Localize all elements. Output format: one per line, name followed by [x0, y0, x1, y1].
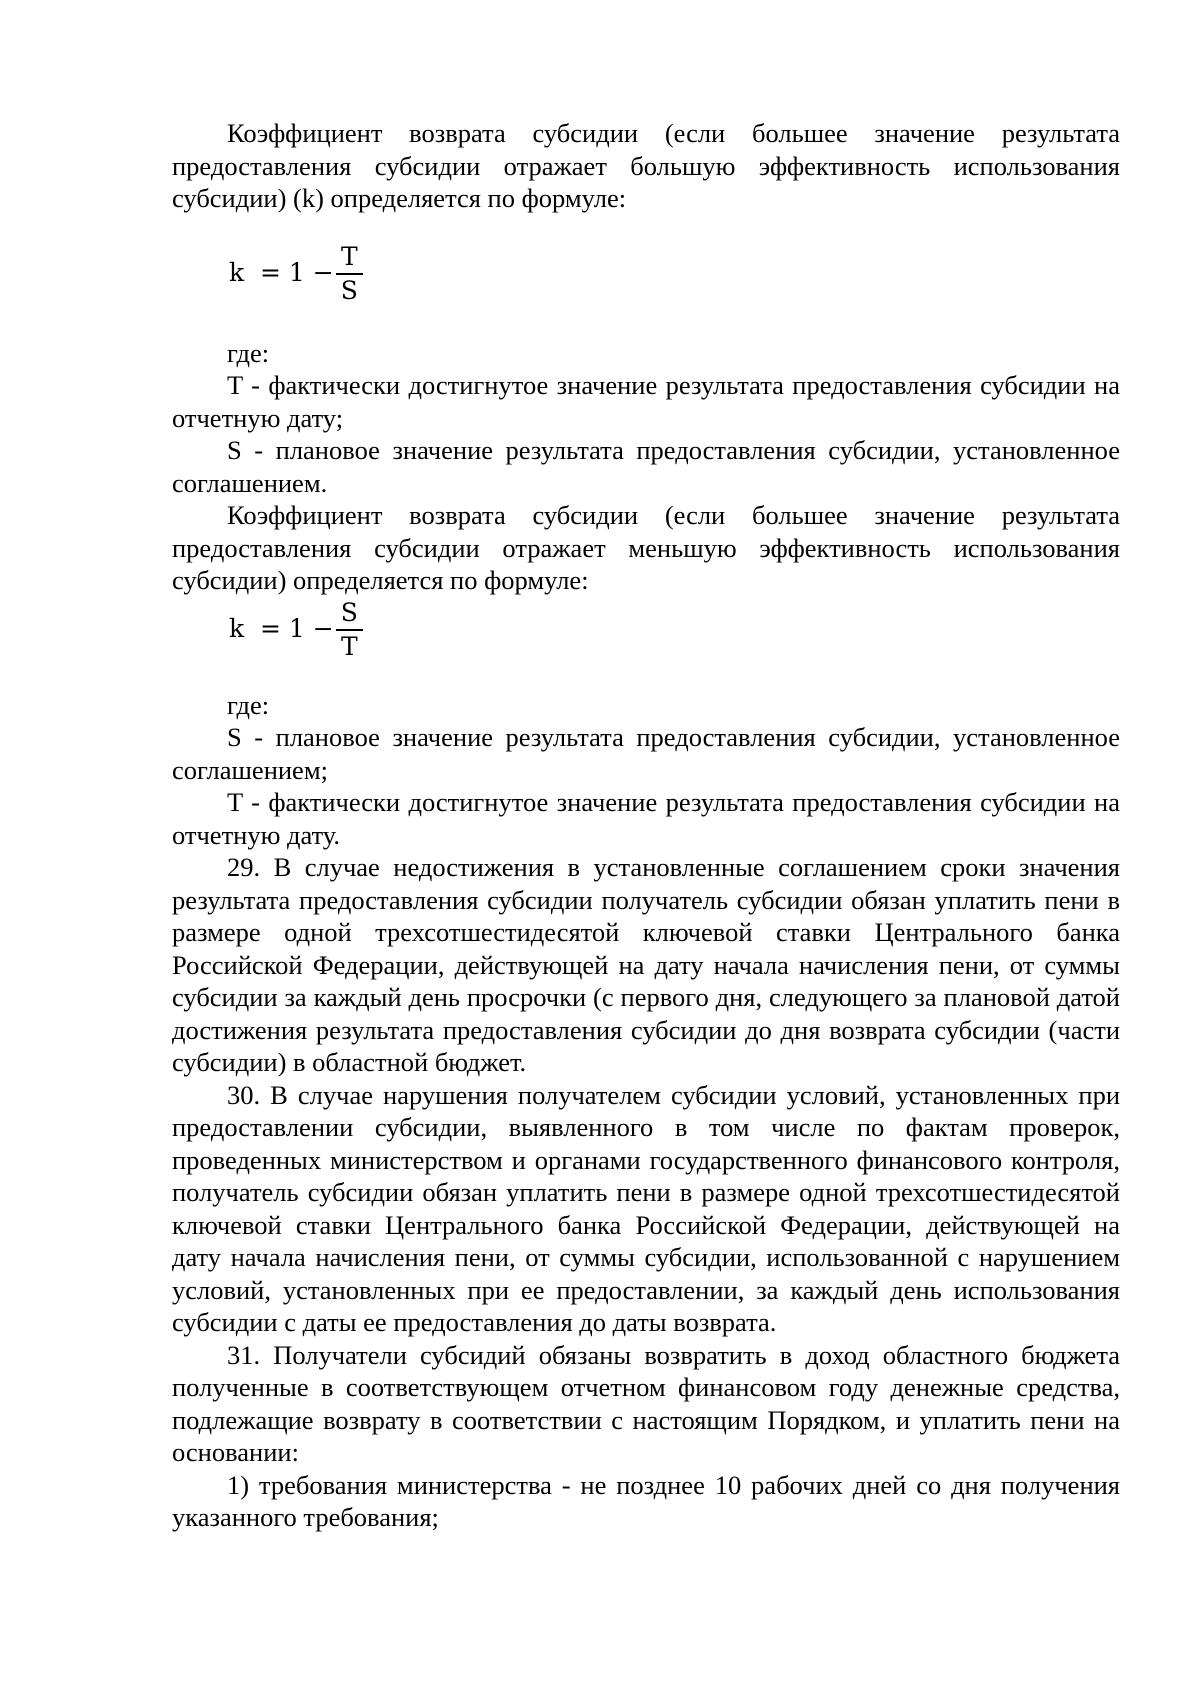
clause-30: 30. В случае нарушения получателем субсидии условий, установленных при предоставлении субсидии, выявленного в том числе по фактам проверок, проведенных министерством и органами государственного финансового контроля, получатель субсидии обязан уплатить пени в размере одной трехсотшестидесятой ключевой ставки Центрального банка Российской Федерации, действующей на дату начала начисления пени, от суммы субсидии, использованной с нарушением условий, установленных при ее предоставлении, за каждый день использования субсидии с даты ее предоставления до даты возврата. [172, 1079, 1120, 1337]
definition-t-2: T - фактически достигнутое значение результата предоставления субсидии на отчетную дату. [172, 787, 1120, 850]
definition-s-1: S - плановое значение результата предоставления субсидии, установленное соглашением. [172, 435, 1120, 498]
clause-29: 29. В случае недостижения в установленные соглашением сроки значения результата предоставления субсидии получатель субсидии обязан уплатить пени в размере одной трехсотшестидесятой ключевой ставки Центрального банка Российской Федерации, действующей на дату начала начисления пени, от суммы субсидии за каждый день просрочки (с первого дня, следующего за плановой датой достижения результата предоставления субсидии до дня возврата субсидии (части субсидии) в областной бюджет. [172, 852, 1120, 1077]
formula-1 [172, 241, 1120, 307]
where-label-2: где: [227, 689, 270, 720]
document-body [172, 117, 1120, 1534]
formula-1-denominator: S [340, 275, 358, 305]
formula-1-fraction [336, 241, 363, 307]
formula-2-numerator: S [340, 597, 358, 627]
formula-1-lhs: k = 1 − [229, 258, 334, 288]
formula-2-denominator: T [340, 631, 358, 661]
formula-1-numerator: T [340, 241, 358, 271]
formula-2-fraction [336, 597, 363, 663]
formula-2 [172, 597, 1120, 663]
paragraph-coefficient-1: Коэффициент возврата субсидии (если большее значение результата предоставления субсидии отражает большую эффективность использования субсидии) (k) определяется по формуле: [172, 118, 1120, 213]
definition-s-2: S - плановое значение результата предоставления субсидии, установленное соглашением; [172, 722, 1120, 785]
paragraph-coefficient-2: Коэффициент возврата субсидии (если большее значение результата предоставления субсидии отражает меньшую эффективность использования субсидии) определяется по формуле: [172, 500, 1120, 595]
where-label-1: где: [227, 337, 270, 368]
formula-2-lhs: k = 1 − [229, 614, 334, 644]
clause-31-item-1: 1) требования министерства - не позднее 10 рабочих дней со дня получения указанного требования; [172, 1469, 1120, 1532]
definition-t-1: T - фактически достигнутое значение результата предоставления субсидии на отчетную дату; [172, 370, 1120, 433]
clause-31: 31. Получатели субсидий обязаны возвратить в доход областного бюджета полученные в соответствующем отчетном финансовом году денежные средства, подлежащие возврату в соответствии с настоящим Порядком, и уплатить пени на основании: [172, 1339, 1120, 1467]
